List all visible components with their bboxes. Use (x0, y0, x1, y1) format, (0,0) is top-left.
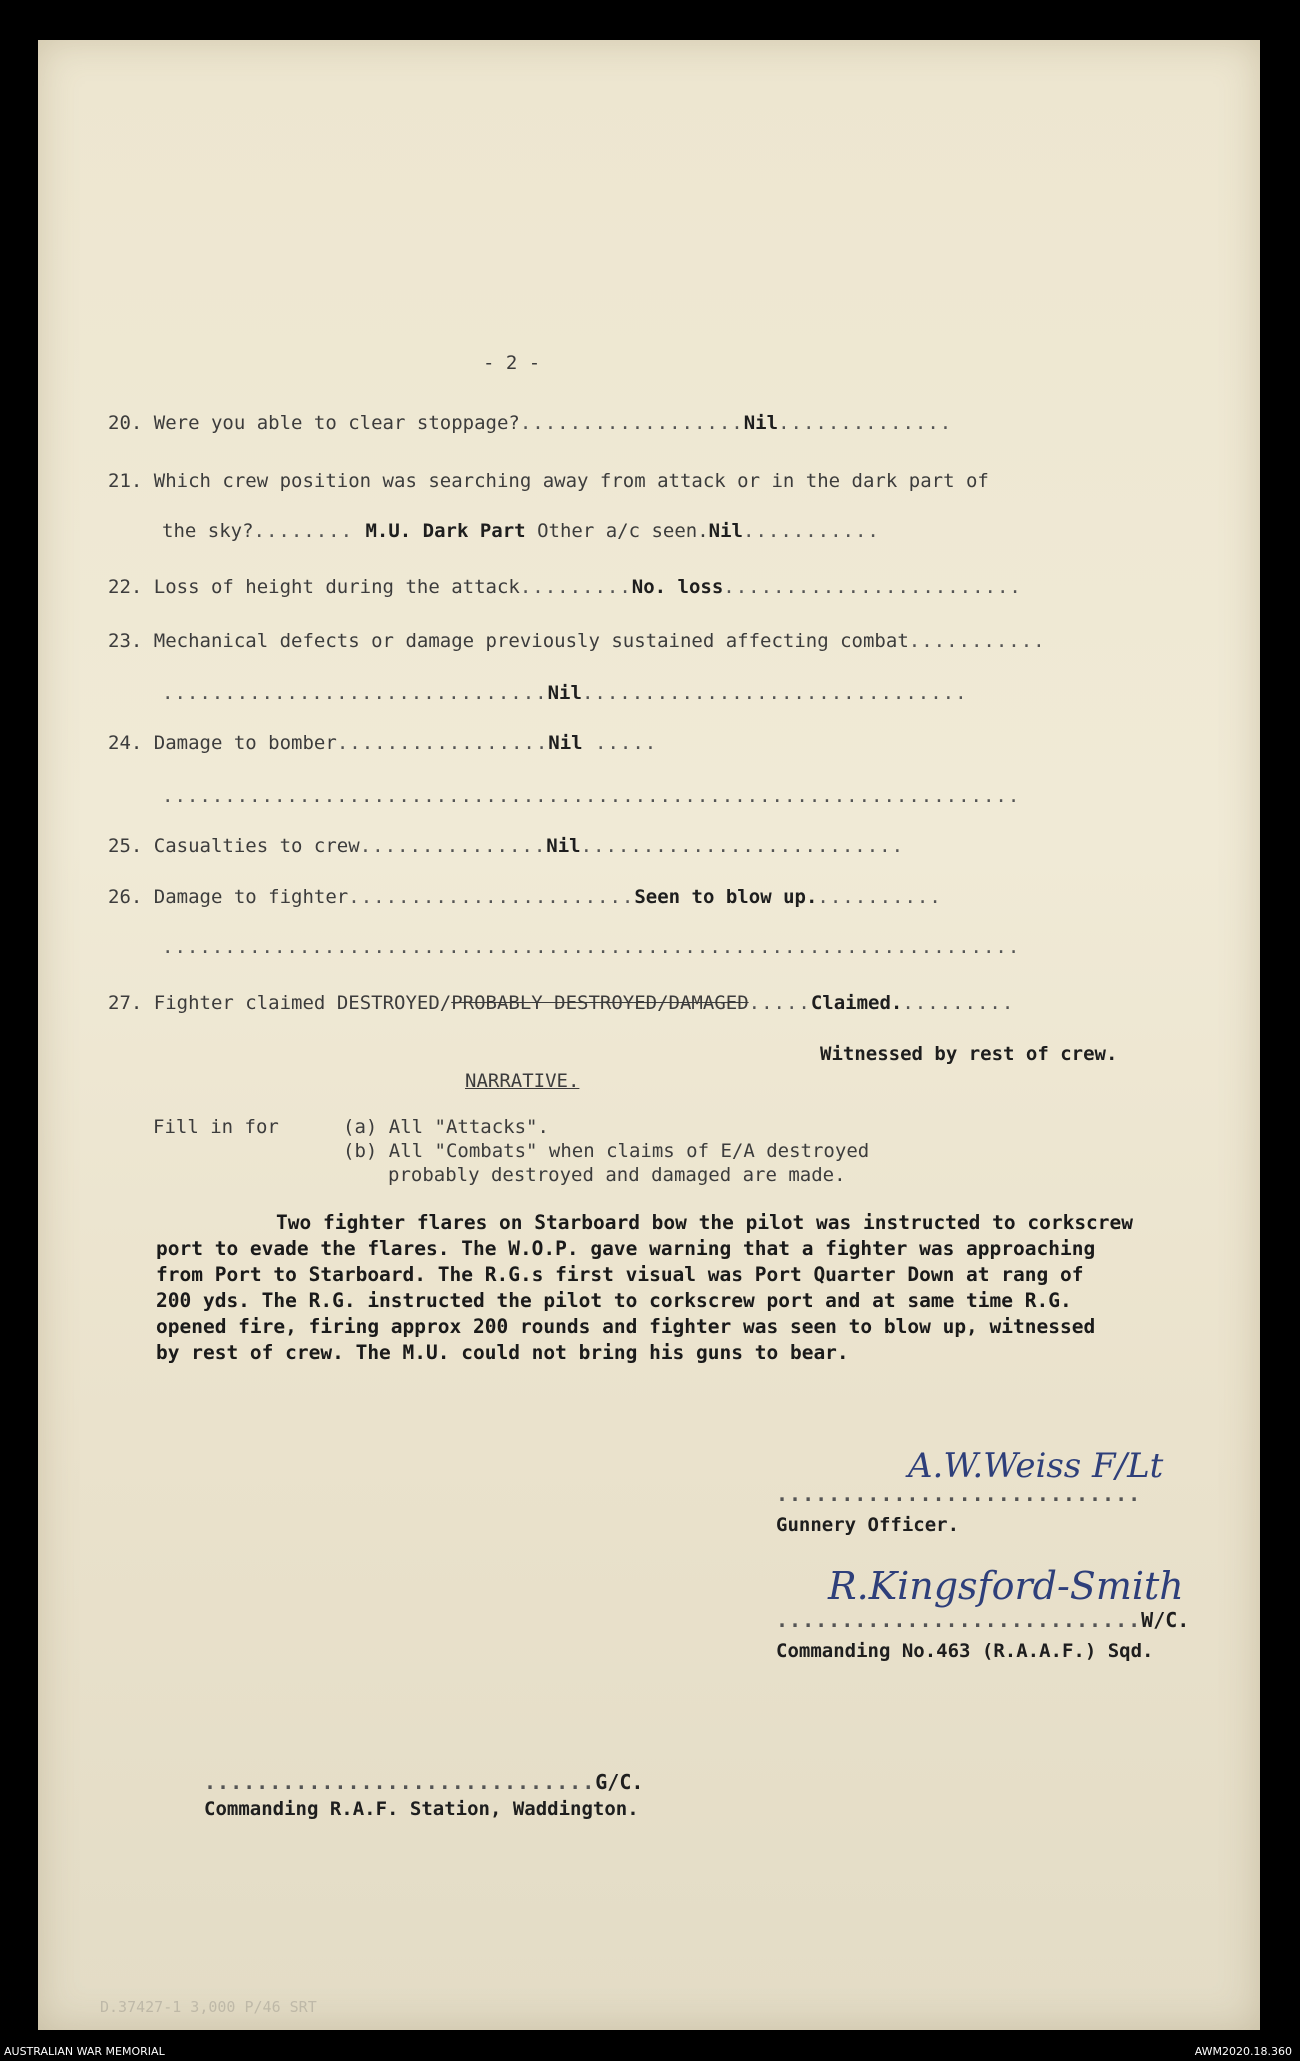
question-text: Loss of height during the attack (153, 576, 520, 598)
question-text: Damage to bomber (153, 732, 337, 754)
continuation-line: ..................................................................... (162, 785, 1021, 807)
gunnery-officer-title: Gunnery Officer. (776, 1514, 960, 1536)
answer: Nil (548, 732, 583, 754)
question-number: 21. (108, 470, 143, 492)
answer: M.U. Dark Part (365, 520, 526, 542)
fill-in-b2: probably destroyed and damaged are made. (388, 1164, 846, 1186)
witnessed-note: Witnessed by rest of crew. (820, 1043, 1118, 1065)
fill-in-label: Fill in for (153, 1116, 279, 1138)
narrative-heading: NARRATIVE. (465, 1070, 580, 1092)
question-number: 22. (108, 576, 143, 598)
question-number: 26. (108, 886, 143, 908)
question-text: Damage to fighter (153, 886, 349, 908)
question-25: 25. Casualties to crew...............Nil.......................... (108, 835, 905, 857)
answer: Claimed. (810, 992, 903, 1014)
question-text: Were you able to clear stoppage? (153, 412, 520, 434)
fill-in-b: (b) All "Combats" when claims of E/A destroyed (343, 1140, 870, 1162)
page-number: - 2 - (483, 352, 541, 374)
gc-suffix: G/C. (595, 1770, 644, 1794)
question-number: 24. (108, 732, 143, 754)
answer-nil: Nil (708, 520, 743, 542)
question-26: 26. Damage to fighter.......................Seen to blow up........... (108, 886, 942, 908)
question-text-cont: the sky? (162, 520, 254, 542)
question-21 (108, 470, 989, 492)
option-destroyed: DESTROYED/ (336, 992, 452, 1014)
footer-institution: AUSTRALIAN WAR MEMORIAL (4, 2045, 165, 2058)
gc-signature-line: ..............................G/C. (204, 1770, 644, 1794)
question-20: 20. Were you able to clear stoppage?..................Nil.............. (108, 412, 953, 434)
narrative-line: 200 yds. The R.G. instructed the pilot to corkscrew port and at same time R.G. (156, 1289, 1072, 1312)
document-page (38, 40, 1260, 2030)
answer: Nil (546, 835, 581, 857)
question-23-line2: ...............................Nil............................... (162, 682, 968, 704)
signature-line: ............................ (776, 1482, 1142, 1506)
answer: Nil (547, 682, 582, 704)
question-number: 27. (108, 992, 143, 1014)
fill-in-a: (a) All "Attacks". (343, 1116, 549, 1138)
wc-signature-line: ............................W/C. (776, 1608, 1190, 1632)
archive-footer (0, 2043, 1300, 2061)
question-27: 27. Fighter claimed DESTROYED/PROBABLY DESTROYED/DAMAGED.....Claimed.......... (108, 992, 1015, 1014)
continuation-line: ..................................................................... (162, 936, 1021, 958)
question-number: 20. (108, 412, 143, 434)
narrative-line: opened fire, firing approx 200 rounds and fighter was seen to blow up, witnessed (156, 1315, 1096, 1338)
narrative-body (156, 1210, 1133, 1366)
question-text: Mechanical defects or damage previously sustained affecting combat (153, 630, 909, 652)
question-23: 23. Mechanical defects or damage previously sustained affecting combat........... (108, 630, 1046, 652)
wc-suffix: W/C. (1141, 1608, 1190, 1632)
question-24: 24. Damage to bomber.................Nil ..... (108, 732, 658, 754)
question-21-line2: the sky?........ M.U. Dark Part Other a/c seen.Nil........... (162, 520, 880, 542)
footer-accession-number: AWM2020.18.360 (1194, 2045, 1292, 2058)
question-number: 23. (108, 630, 143, 652)
question-text: Fighter claimed (153, 992, 326, 1014)
answer: No. loss (631, 576, 724, 598)
narrative-line: Two fighter flares on Starboard bow the pilot was instructed to corkscrew (276, 1211, 1134, 1234)
commanding-station-title: Commanding R.A.F. Station, Waddington. (204, 1798, 639, 1820)
narrative-line: by rest of crew. The M.U. could not bring his guns to bear. (156, 1341, 849, 1364)
question-22: 22. Loss of height during the attack.........No. loss........................ (108, 576, 1022, 598)
commanding-squadron-title: Commanding No.463 (R.A.A.F.) Sqd. (776, 1640, 1154, 1662)
commanding-officer-signature: R.Kingsford-Smith (828, 1564, 1184, 1608)
narrative-line: from Port to Starboard. The R.G.s first visual was Port Quarter Down at rang of (156, 1263, 1084, 1286)
narrative-line: port to evade the flares. The W.O.P. gave warning that a fighter was approaching (156, 1237, 1096, 1260)
question-text: Which crew position was searching away from attack or in the dark part of (153, 470, 989, 492)
question-number: 25. (108, 835, 143, 857)
answer: Seen to blow up. (634, 886, 818, 908)
question-text: Casualties to crew (153, 835, 360, 857)
option-struck: PROBABLY DESTROYED/DAMAGED (451, 992, 749, 1014)
answer: Nil (743, 412, 779, 434)
answer-other: Other a/c seen. (537, 520, 709, 542)
gunnery-officer-signature: A.W.Weiss F/Lt (908, 1446, 1164, 1486)
form-reference: D.37427-1 3,000 P/46 SRT (100, 1998, 317, 2016)
